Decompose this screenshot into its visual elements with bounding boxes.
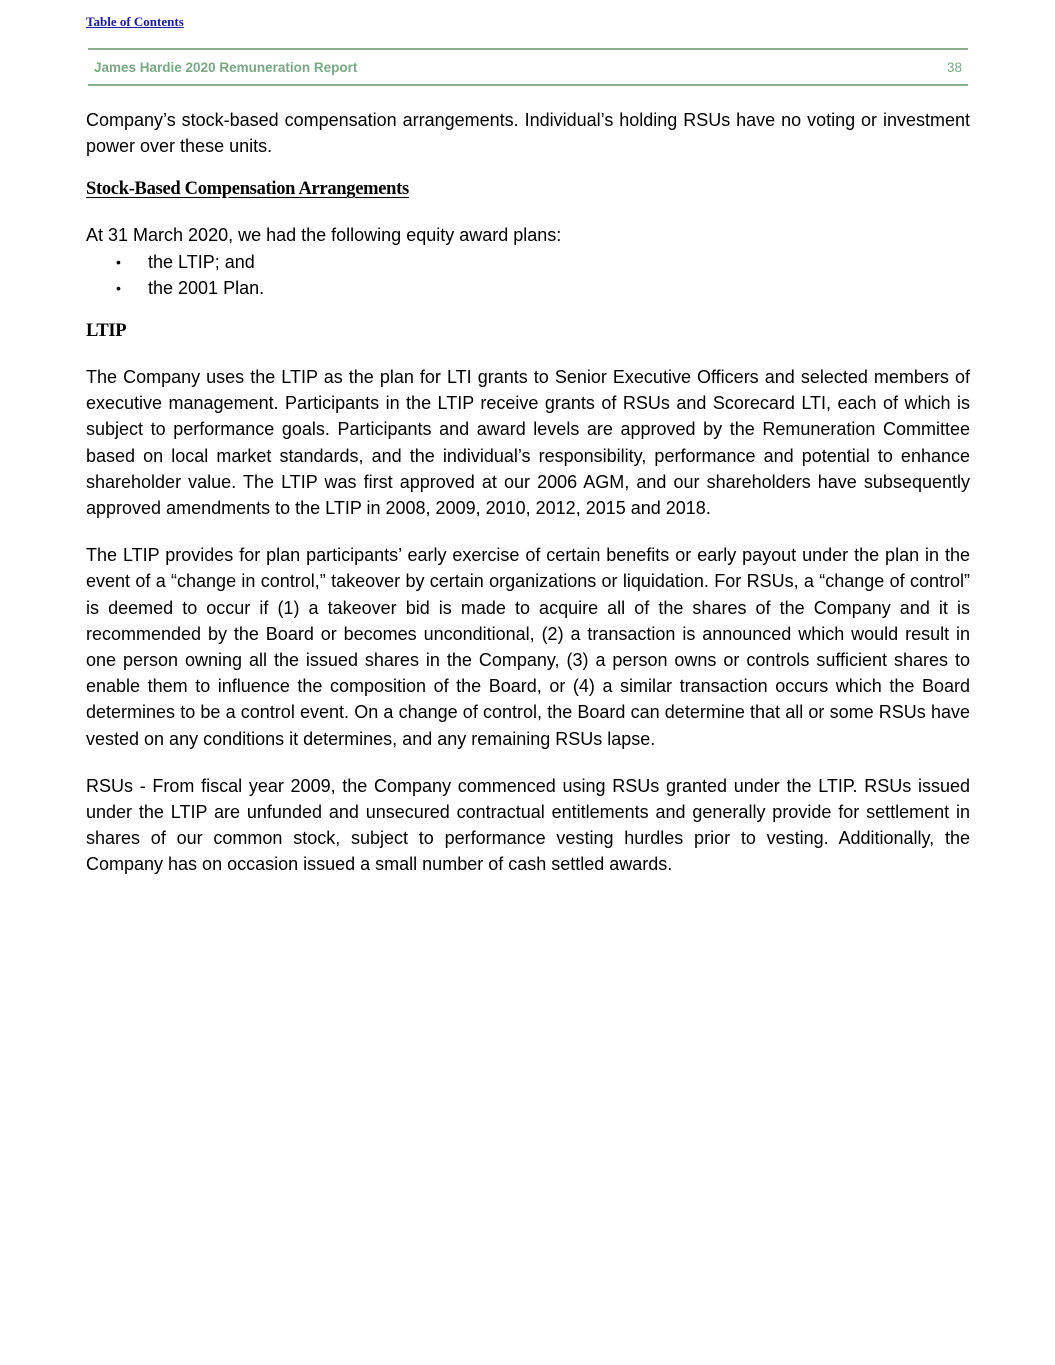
rsu-paragraph: RSUs - From fiscal year 2009, the Company commenced using RSUs granted under the LTIP. RSUs issued under the LTIP are unfunded and unsecured contractual entitlements and generally provide for settlement in shares of our common stock, subject to performance vesting hurdles prior to vesting. Additionally, the Company has on occasion issued a small number of cash settled awards.	[86, 775, 970, 875]
list-item-label: the 2001 Plan.	[148, 277, 265, 298]
section-heading: Stock-Based Compensation Arrangements	[86, 179, 409, 200]
list-item-label: the LTIP; and	[148, 251, 255, 272]
running-header	[88, 48, 968, 86]
page-number: 38	[946, 60, 962, 75]
ltip-paragraph-1: The Company uses the LTIP as the plan for LTI grants to Senior Executive Officers and selected members of executive management. Participants in the LTIP receive grants of RSUs and Scorecard LTI, each of which is subject to performance goals. Participants and award levels are approved by the Remuneration Committee based on local market standards, and the individual’s responsibility, performance and potential to enhance shareholder value. The LTIP was first approved at our 2006 AGM, and our shareholders have subsequently approved amendments to the LTIP in 2008, 2009, 2010, 2012, 2015 and 2018.	[86, 367, 970, 519]
ltip-paragraph-2: The LTIP provides for plan participants’ early exercise of certain benefits or early payout under the plan in the event of a “change in control,” takeover by certain organizations or liquidation. For RSUs, a “change of control” is deemed to occur if (1) a takeover bid is made to acquire all of the shares of the Company and it is recommended by the Board or becomes unconditional, (2) a transaction is announced which would result in one person owning all the issued shares in the Company, (3) a person owns or controls sufficient shares to enable them to influence the composition of the Board, or (4) a similar transaction occurs which the Board determines to be a control event. On a change of control, the Board can determine that all or some RSUs have vested on any conditions it determines, and any remaining RSUs lapse.	[86, 545, 970, 749]
report-title: James Hardie 2020 Remuneration Report	[94, 60, 358, 75]
document-body	[86, 107, 970, 878]
subheading-ltip: LTIP	[86, 321, 127, 342]
plans-intro: At 31 March 2020, we had the following equity award plans:	[86, 225, 562, 246]
list-item	[86, 275, 970, 301]
table-of-contents-link[interactable]: Table of Contents	[86, 14, 184, 29]
intro-paragraph: Company’s stock-based compensation arrangements. Individual’s holding RSUs have no voting or investment power over these units.	[86, 110, 970, 157]
plan-list	[86, 249, 970, 301]
bullet-icon: •	[116, 253, 121, 270]
bullet-icon: •	[116, 279, 121, 296]
list-item	[86, 249, 970, 275]
